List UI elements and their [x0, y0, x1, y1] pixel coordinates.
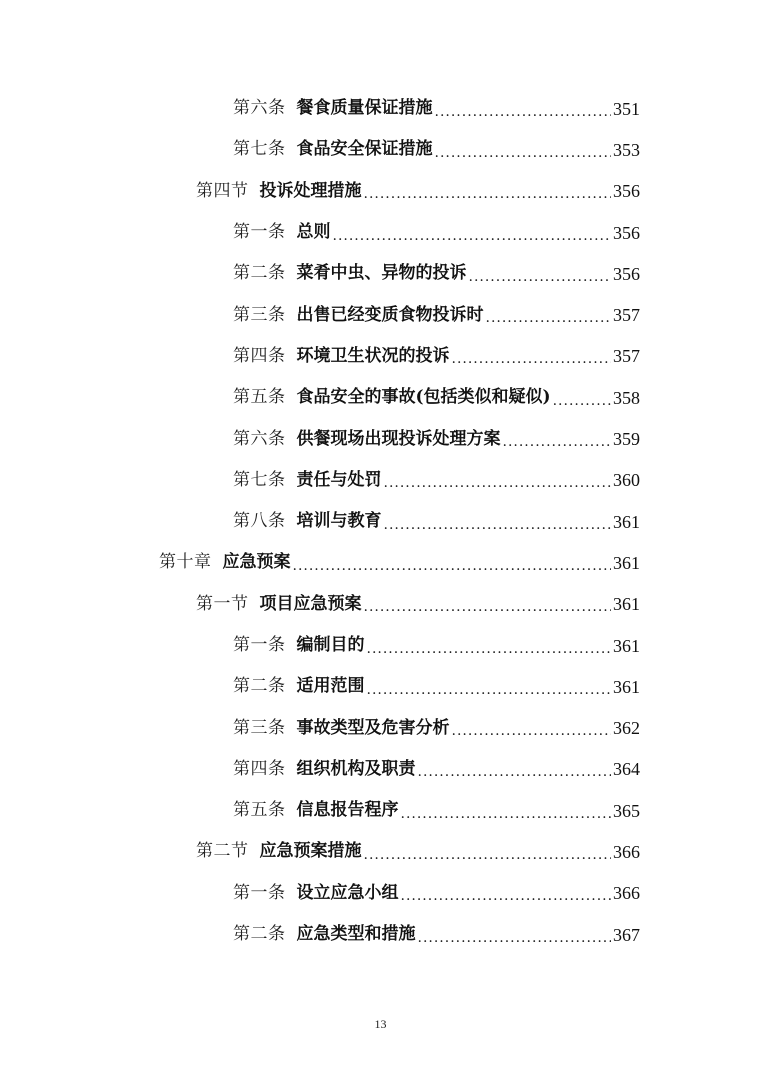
toc-entry-title: 责任与处罚	[296, 469, 382, 490]
dot-leader	[384, 476, 612, 490]
dot-leader	[333, 229, 612, 243]
toc-entry-title: 项目应急预案	[259, 593, 362, 614]
toc-entry-number: 第一条	[233, 222, 286, 243]
toc-entry[interactable]	[0, 666, 761, 707]
toc-entry-title: 应急类型和措施	[296, 924, 416, 945]
toc-entry-page: 353	[613, 139, 640, 160]
toc-entry-number: 第五条	[233, 800, 286, 821]
dot-leader	[452, 352, 612, 366]
toc-entry-number: 第四条	[233, 345, 286, 366]
toc-entry-page: 356	[613, 222, 640, 243]
toc-entry-page: 360	[613, 470, 640, 491]
toc-entry-page: 364	[613, 759, 640, 780]
toc-entry-page: 366	[613, 841, 640, 862]
toc-entry-title: 总则	[296, 222, 331, 243]
dot-leader	[367, 642, 612, 656]
dot-leader	[364, 848, 612, 862]
toc-entry-title: 餐食质量保证措施	[296, 98, 433, 119]
toc-entry-title: 投诉处理措施	[259, 180, 362, 201]
toc-entry[interactable]	[0, 171, 761, 212]
toc-entry-number: 第二条	[233, 676, 286, 697]
toc-entry-page: 351	[613, 98, 640, 119]
toc-entry-page: 366	[613, 883, 640, 904]
toc-entry-title: 组织机构及职责	[296, 758, 416, 779]
dot-leader	[553, 394, 611, 408]
toc-entry[interactable]	[0, 418, 761, 459]
dot-leader	[364, 600, 612, 614]
toc-entry[interactable]	[0, 88, 761, 129]
toc-entry[interactable]	[0, 377, 761, 418]
toc-entry-number: 第七条	[233, 139, 286, 160]
toc-entry-title: 应急预案	[222, 552, 291, 573]
toc-entry-number: 第六条	[233, 98, 286, 119]
dot-leader	[401, 807, 612, 821]
dot-leader	[418, 931, 612, 945]
toc-entry-number: 第七条	[233, 469, 286, 490]
toc-entry-title: 编制目的	[296, 635, 365, 655]
toc-entry-page: 361	[613, 635, 640, 656]
dot-leader	[367, 683, 612, 697]
toc-entry[interactable]	[0, 873, 761, 914]
toc-entry-title: 食品安全的事故(包括类似和疑似)	[296, 387, 551, 408]
toc-entry-title: 培训与教育	[296, 511, 382, 532]
toc-entry[interactable]	[0, 501, 761, 542]
dot-leader	[384, 518, 612, 532]
toc-entry[interactable]	[0, 625, 761, 666]
toc-entry-number: 第一节	[196, 593, 249, 614]
toc-entry[interactable]	[0, 542, 761, 583]
toc-entry-page: 359	[613, 429, 640, 450]
toc-entry-number: 第一条	[233, 635, 286, 655]
toc-entry-title: 供餐现场出现投诉处理方案	[296, 428, 501, 449]
toc-entry-number: 第八条	[233, 511, 286, 532]
toc-entry-number: 第四节	[196, 180, 249, 201]
dot-leader	[486, 311, 612, 325]
toc-entry-title: 事故类型及危害分析	[296, 717, 450, 738]
toc-entry[interactable]	[0, 790, 761, 831]
toc-entry-page: 361	[613, 594, 640, 615]
dot-leader	[435, 105, 612, 119]
toc-entry-number: 第一条	[233, 882, 286, 903]
toc-entry-page: 361	[613, 676, 640, 697]
toc-entry[interactable]	[0, 831, 761, 872]
toc-entry[interactable]	[0, 460, 761, 501]
table-of-contents	[0, 88, 761, 955]
toc-entry-page: 361	[613, 511, 640, 532]
toc-entry[interactable]	[0, 707, 761, 748]
toc-entry[interactable]	[0, 749, 761, 790]
toc-entry-page: 367	[613, 924, 640, 945]
toc-entry-title: 菜肴中虫、异物的投诉	[296, 263, 467, 284]
toc-entry-page: 356	[613, 263, 640, 284]
toc-entry-number: 第五条	[233, 387, 286, 408]
toc-entry-number: 第三条	[233, 304, 286, 325]
toc-entry-number: 第二条	[233, 924, 286, 945]
toc-entry-page: 358	[613, 387, 640, 408]
toc-entry-number: 第三条	[233, 717, 286, 738]
toc-entry-title: 信息报告程序	[296, 800, 399, 821]
toc-entry[interactable]	[0, 336, 761, 377]
toc-entry-title: 应急预案措施	[259, 841, 362, 862]
toc-entry-number: 第二节	[196, 841, 249, 862]
toc-entry-title: 出售已经变质食物投诉时	[296, 304, 484, 325]
toc-entry[interactable]	[0, 212, 761, 253]
page-number: 13	[374, 1017, 387, 1031]
dot-leader	[469, 270, 612, 284]
toc-entry-title: 食品安全保证措施	[296, 139, 433, 160]
dot-leader	[418, 765, 612, 779]
toc-entry[interactable]	[0, 584, 761, 625]
toc-entry-page: 362	[613, 718, 640, 739]
toc-entry-number: 第六条	[233, 428, 286, 449]
dot-leader	[503, 435, 612, 449]
dot-leader	[293, 559, 612, 573]
toc-entry-number: 第二条	[233, 263, 286, 284]
dot-leader	[401, 889, 612, 903]
toc-entry-page: 357	[613, 346, 640, 367]
toc-entry[interactable]	[0, 253, 761, 294]
toc-entry-title: 设立应急小组	[296, 882, 399, 903]
toc-entry-title: 环境卫生状况的投诉	[296, 345, 450, 366]
dot-leader	[452, 724, 612, 738]
toc-entry-title: 适用范围	[296, 676, 365, 697]
toc-entry[interactable]	[0, 914, 761, 955]
toc-entry-page: 356	[613, 181, 640, 202]
toc-entry-number: 第四条	[233, 758, 286, 779]
toc-entry-page: 361	[613, 552, 640, 573]
toc-entry-page: 357	[613, 305, 640, 326]
dot-leader	[364, 187, 612, 201]
toc-entry-page: 365	[613, 800, 640, 821]
dot-leader	[435, 146, 612, 160]
toc-entry[interactable]	[0, 294, 761, 335]
toc-entry[interactable]	[0, 129, 761, 170]
toc-entry-number: 第十章	[159, 552, 212, 573]
